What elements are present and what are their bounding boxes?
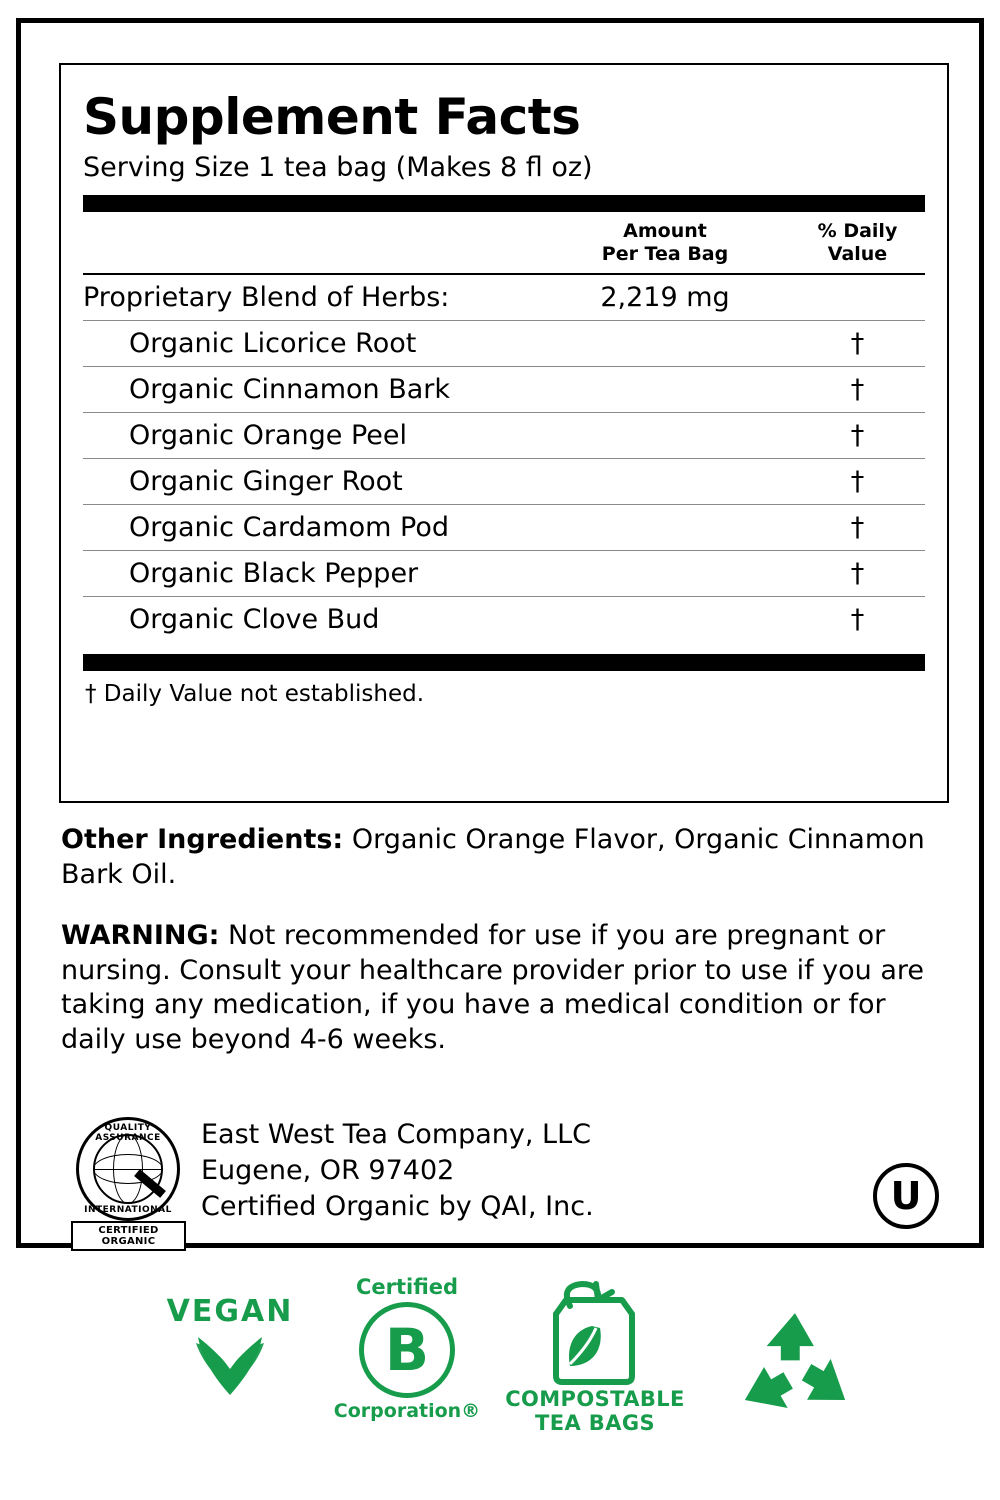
row-name: Proprietary Blend of Herbs: [83,282,450,314]
divider-thick-top [83,195,925,212]
row-name: Organic Orange Peel [129,420,407,452]
row-name: Organic Ginger Root [129,466,403,498]
other-ingredients-paragraph [61,823,951,892]
row-name: Organic Licorice Root [129,328,417,360]
divider-thick-bottom [83,654,925,671]
vegan-leaf-icon [140,1335,320,1409]
serving-size-text: Serving Size 1 tea bag (Makes 8 fl oz) [83,151,593,183]
bcorp-corporation-label: Corporation® [333,1400,481,1423]
row-daily-value: † [850,604,865,636]
supplement-label-panel [16,18,984,1248]
qai-seal-arc-bottom: INTERNATIONAL [84,1205,172,1215]
certification-badge-row [0,1272,1000,1482]
kosher-u-letter: U [890,1174,922,1218]
row-daily-value: † [850,420,865,452]
row-daily-value: † [850,328,865,360]
table-row [83,413,925,458]
vegan-label: VEGAN [166,1294,294,1329]
company-name: East West Tea Company, LLC [201,1119,591,1150]
column-header-amount-line2: Per Tea Bag [601,243,729,266]
compostable-label [500,1388,690,1435]
bcorp-certified-label: Certified [355,1275,459,1299]
column-header-amount [540,220,790,268]
bcorp-b-icon [359,1302,455,1398]
compostable-label-line2: TEA BAGS [534,1410,656,1435]
bcorp-badge [332,1276,482,1422]
qai-certified-organic-bar: CERTIFIED ORGANIC [71,1221,186,1251]
other-ingredients-text: Organic Orange Flavor, Organic Cinnamon Bark Oil. [61,824,925,890]
row-name: Organic Cinnamon Bark [129,374,451,406]
compostable-tea-bags-badge [500,1280,690,1435]
row-name: Organic Cardamom Pod [129,512,449,544]
compostable-label-line1: COMPOSTABLE [505,1387,685,1411]
table-row [83,551,925,596]
company-city-state-zip: Eugene, OR 97402 [201,1155,455,1187]
qai-certified-organic-seal-icon [71,1117,186,1247]
company-address-block [201,1117,594,1226]
table-row [83,505,925,550]
column-header-amount-line1: Amount [623,219,707,242]
table-row [83,597,925,642]
company-certification-line: Certified Organic by QAI, Inc. [201,1191,594,1223]
column-headers [83,212,925,274]
column-header-dv-line2: Value [827,243,888,266]
row-daily-value: † [850,374,865,406]
recycle-icon [700,1306,890,1440]
table-row [83,459,925,504]
row-name: Organic Black Pepper [129,558,419,590]
table-row [83,275,925,320]
globe-icon [93,1134,163,1204]
row-daily-value: † [850,558,865,590]
bcorp-b-letter: B [384,1316,430,1385]
warning-label: WARNING: [61,920,220,951]
table-row [83,321,925,366]
globe-meridian [95,1169,161,1170]
compostable-tea-bag-icon [500,1280,690,1388]
row-daily-value: † [850,512,865,544]
other-ingredients-label: Other Ingredients: [61,824,344,855]
daily-value-footnote: † Daily Value not established. [85,681,425,708]
vegan-badge [140,1294,320,1409]
table-row [83,367,925,412]
qai-seal-arc-top: QUALITY ASSURANCE [95,1123,161,1143]
supplement-facts-box [59,63,949,803]
column-header-dv-line1: % Daily [817,219,898,242]
page-title: Supplement Facts [83,88,581,146]
row-daily-value: † [850,466,865,498]
kosher-u-icon [873,1163,939,1229]
row-amount: 2,219 mg [600,282,730,314]
row-name: Organic Clove Bud [129,604,380,636]
warning-paragraph [61,919,951,1057]
column-header-daily-value [790,220,925,268]
recycle-badge [700,1306,890,1440]
warning-text: Not recommended for use if you are pregnant or nursing. Consult your healthcare provider prior to use if you are taking any medication, if you have a medical condition or for daily use beyond 4-6 weeks. [61,920,925,1055]
